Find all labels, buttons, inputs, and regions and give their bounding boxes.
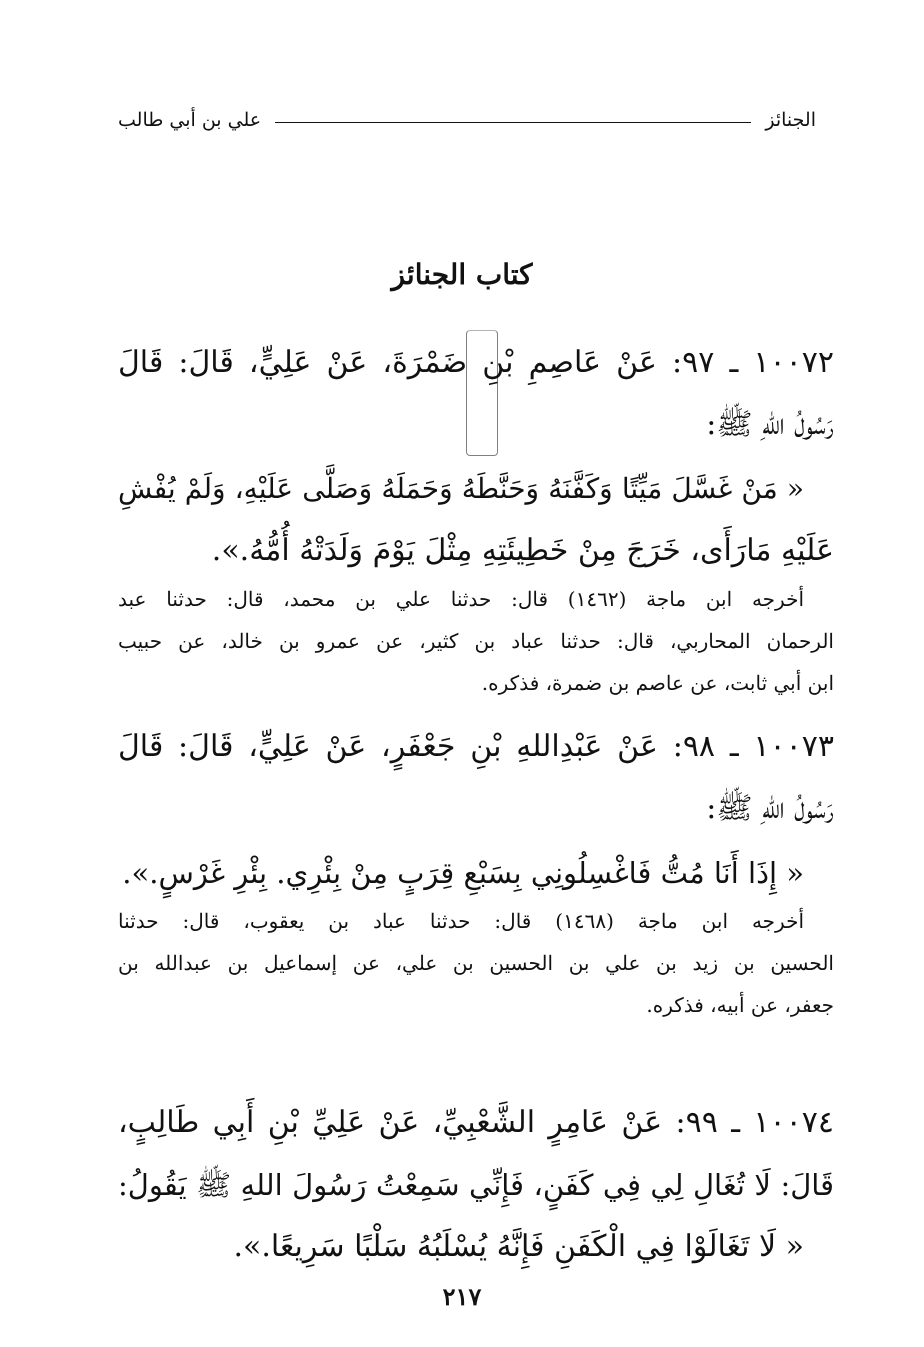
takhrij-note-10073 xyxy=(118,900,834,1026)
hadith-chain-line: ١٠٠٧٤ ـ ٩٩: عَنْ عَامِرٍ الشَّعْبِيِّ، عَنْ عَلِيِّ بْنِ أَبِي طَالِبٍ، xyxy=(118,1105,834,1140)
hadith-heading-10073 xyxy=(118,716,834,840)
hadith-chain-line: رَسُولُ اللهِ ﷺ: xyxy=(706,791,834,826)
hadith-text-line: « لَا تَغَالَوْا فِي الْكَفَنِ فَإِنَّهُ يُسْلَبُهُ سَلْبًا سَرِيعًا.». xyxy=(233,1229,804,1264)
hadith-heading-10072 xyxy=(118,332,834,456)
hadith-chain-line: رَسُولُ اللهِ ﷺ: xyxy=(706,407,834,442)
running-header xyxy=(118,100,816,140)
note-line: ابن أبي ثابت، عن عاصم بن ضمرة، فذكره. xyxy=(481,671,834,695)
hadith-text-line: عَلَيْهِ مَارَأَى، خَرَجَ مِنْ خَطِيئَتِهِ مِثْلَ يَوْمَ وَلَدَتْهُ أُمُّهُ.». xyxy=(211,533,834,568)
note-line: أخرجه ابن ماجة (١٤٦٨) قال: حدثنا عباد بن يعقوب، قال: حدثنا xyxy=(118,909,805,933)
note-line: جعفر، عن أبيه، فذكره. xyxy=(646,993,834,1017)
note-line: أخرجه ابن ماجة (١٤٦٢) قال: حدثنا علي بن محمد، قال: حدثنا عبد xyxy=(118,587,804,611)
note-line: الرحمان المحاربي، قال: حدثنا عباد بن كثير، عن عمرو بن خالد، عن حبيب xyxy=(118,629,834,653)
header-book-title: علي بن أبي طالب xyxy=(118,109,262,131)
header-rule xyxy=(275,122,751,123)
takhrij-note-10072 xyxy=(118,578,834,704)
header-section-title: الجنائز xyxy=(765,109,816,131)
hadith-chain-line: ١٠٠٧٣ ـ ٩٨: عَنْ عَبْدِاللهِ بْنِ جَعْفَرٍ، عَنْ عَلِيٍّ، قَالَ: قَالَ xyxy=(118,729,834,764)
hadith-text-10072 xyxy=(118,458,834,582)
hadith-text-10073 xyxy=(118,842,834,904)
chapter-title: كتاب الجنائز xyxy=(391,258,533,291)
hadith-chain-line: ١٠٠٧٢ ـ ٩٧: عَنْ عَاصِمِ بْنِ ضَمْرَةَ، عَنْ عَلِيٍّ، قَالَ: قَالَ xyxy=(118,345,834,380)
hadith-text-line: « إِذَا أَنَا مُتُّ فَاغْسِلُونِي بِسَبْعِ قِرَبٍ مِنْ بِئْرِي. بِئْرِ غَرْسٍ.». xyxy=(122,856,804,890)
hadith-heading-10074 xyxy=(118,1092,834,1278)
hadith-chain-line: قَالَ: لَا تُغَالِ لِي فِي كَفَنٍ، فَإِنِّي سَمِعْتُ رَسُولَ اللهِ ﷺ يَقُولُ: xyxy=(118,1168,834,1202)
page-number: ٢١٧ xyxy=(442,1282,482,1311)
hadith-text-line: « مَنْ غَسَّلَ مَيِّتًا وَكَفَّنَهُ وَحَنَّطَهُ وَحَمَلَهُ وَصَلَّى عَلَيْهِ، وَلَمْ يُفْشِ xyxy=(118,472,804,505)
note-line: الحسين بن زيد بن علي بن الحسين بن علي، عن إسماعيل بن عبدالله بن xyxy=(118,951,834,975)
